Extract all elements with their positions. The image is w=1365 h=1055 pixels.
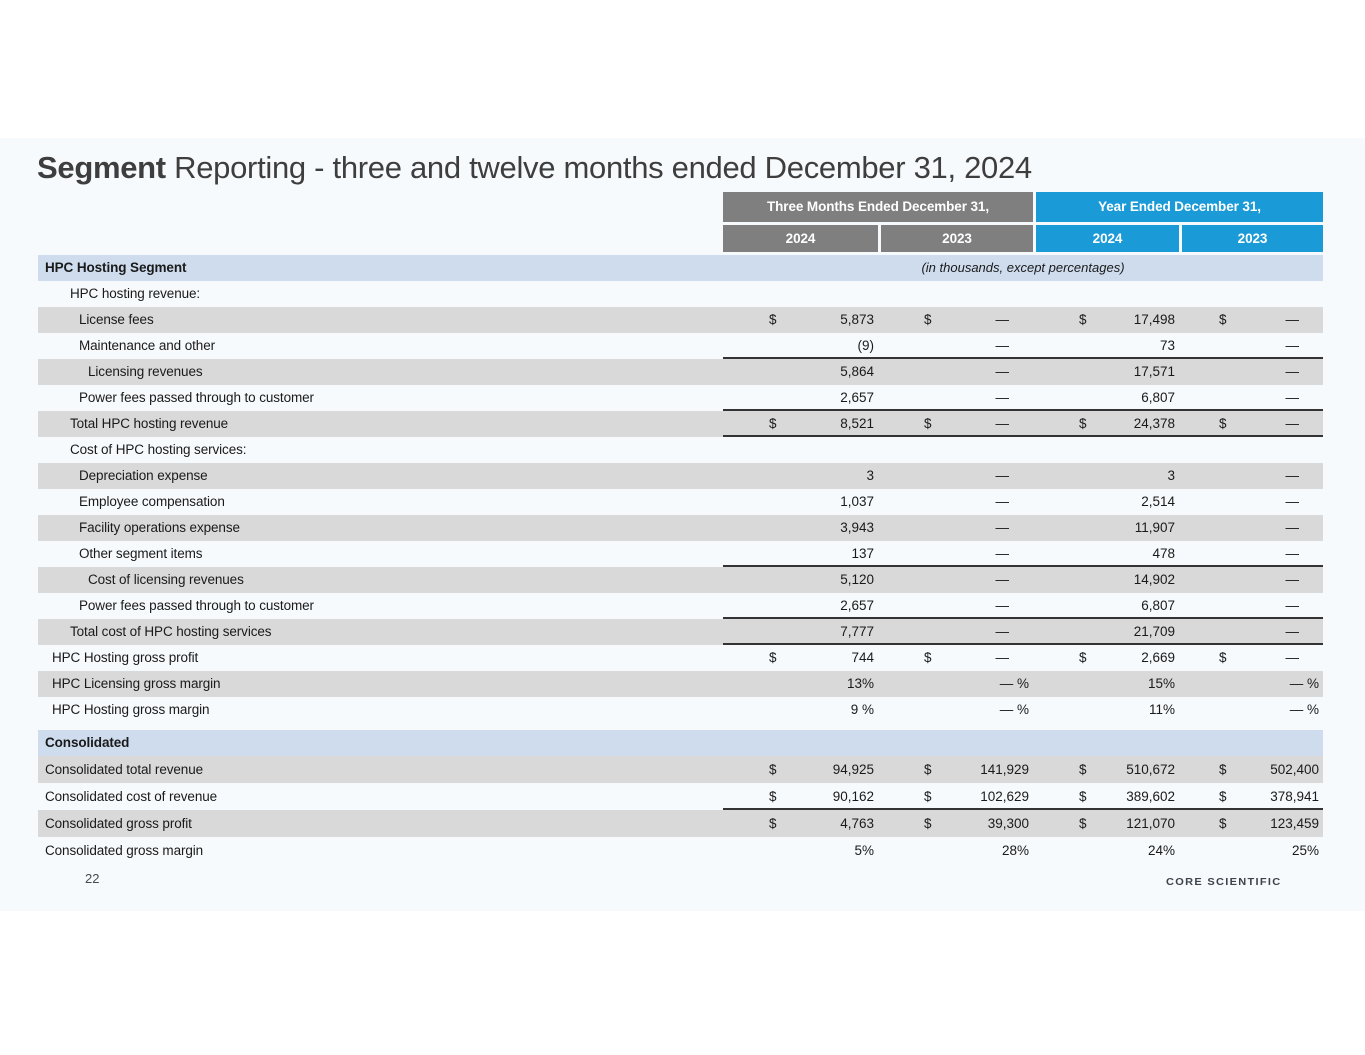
value-cell: [1179, 671, 1323, 697]
cell-value: 3: [1167, 468, 1175, 483]
cell-value: 2,514: [1141, 494, 1175, 509]
cell-value: 141,929: [980, 762, 1029, 777]
value-cell: [723, 671, 878, 697]
cell-value: —: [1285, 572, 1299, 587]
value-cell: [878, 567, 1033, 593]
cell-value: —: [995, 416, 1009, 431]
dollar-sign: $: [1079, 416, 1087, 431]
cell-value: 2,657: [840, 598, 874, 613]
cell-value: 90,162: [832, 789, 874, 804]
cell-value: 5,873: [840, 312, 874, 327]
cell-value: — %: [999, 702, 1029, 717]
row-values: [723, 489, 1323, 515]
cell-value: 94,925: [832, 762, 874, 777]
dollar-sign: $: [1219, 816, 1227, 831]
cell-value: 15%: [1147, 676, 1175, 691]
row-label: Consolidated gross margin: [45, 843, 204, 858]
row-label: Consolidated total revenue: [45, 762, 204, 777]
value-cell: [878, 837, 1033, 864]
cell-value: 28%: [1001, 843, 1029, 858]
col-year-2024-q: 2024: [723, 225, 878, 252]
value-cell: [1179, 307, 1323, 333]
value-cell: [723, 756, 878, 783]
value-cell: [1033, 541, 1179, 567]
table-row: [38, 463, 1323, 489]
row-label: Consolidated: [45, 735, 130, 750]
row-values: [723, 333, 1323, 359]
cell-value: 24%: [1147, 843, 1175, 858]
cell-value: 5,864: [840, 364, 874, 379]
dollar-sign: $: [1219, 762, 1227, 777]
cell-value: —: [995, 468, 1009, 483]
row-values: [723, 645, 1323, 671]
cell-value: 25%: [1291, 843, 1319, 858]
cell-value: 7,777: [840, 624, 874, 639]
table-row: [38, 255, 1323, 281]
table-row: [38, 411, 1323, 437]
value-cell: [878, 697, 1033, 723]
cell-value: —: [995, 598, 1009, 613]
row-values: [723, 593, 1323, 619]
value-cell: [878, 411, 1033, 437]
value-cell: [878, 810, 1033, 837]
cell-value: 39,300: [987, 816, 1029, 831]
row-values: [723, 541, 1323, 567]
row-values: [723, 281, 1323, 307]
column-group-header-row: [723, 192, 1323, 222]
dollar-sign: $: [1219, 312, 1227, 327]
cell-value: —: [1285, 468, 1299, 483]
row-label: HPC Licensing gross margin: [52, 676, 221, 691]
cell-value: 4,763: [840, 816, 874, 831]
cell-value: —: [1285, 390, 1299, 405]
value-cell: [1033, 783, 1179, 810]
cell-value: (9): [857, 338, 874, 353]
table-row: [38, 541, 1323, 567]
value-cell: [878, 593, 1033, 619]
col-year-2024-fy: 2024: [1036, 225, 1179, 252]
row-values: [723, 463, 1323, 489]
value-cell: [723, 567, 878, 593]
row-values: [723, 359, 1323, 385]
value-cell: [1179, 333, 1323, 359]
cell-value: 2,669: [1141, 650, 1175, 665]
value-cell: [1033, 385, 1179, 411]
value-cell: [723, 619, 878, 645]
row-label: Consolidated cost of revenue: [45, 789, 218, 804]
table-row: [38, 489, 1323, 515]
cell-value: 102,629: [980, 789, 1029, 804]
value-cell: [723, 697, 878, 723]
value-cell: [723, 515, 878, 541]
cell-value: 502,400: [1270, 762, 1319, 777]
col-group-three-months: Three Months Ended December 31,: [723, 192, 1033, 222]
cell-value: 3,943: [840, 520, 874, 535]
row-label: HPC Hosting Segment: [45, 260, 187, 275]
value-cell: [878, 671, 1033, 697]
table-row: [38, 837, 1323, 864]
row-label: HPC Hosting gross profit: [52, 650, 199, 665]
row-values: [723, 515, 1323, 541]
value-cell: [878, 645, 1033, 671]
value-cell: [1033, 810, 1179, 837]
dollar-sign: $: [769, 789, 777, 804]
dollar-sign: $: [1079, 312, 1087, 327]
cell-value: —: [1285, 364, 1299, 379]
cell-value: —: [995, 572, 1009, 587]
cell-value: 17,498: [1133, 312, 1175, 327]
table-row: [38, 697, 1323, 723]
cell-value: —: [995, 624, 1009, 639]
table-row: [38, 333, 1323, 359]
row-values: [723, 671, 1323, 697]
value-cell: [1179, 463, 1323, 489]
dollar-sign: $: [924, 650, 932, 665]
row-label: Total HPC hosting revenue: [70, 416, 229, 431]
value-cell: [878, 333, 1033, 359]
value-cell: [1179, 541, 1323, 567]
table-header: [723, 192, 1323, 252]
cell-value: —: [1285, 598, 1299, 613]
value-cell: [878, 463, 1033, 489]
cell-value: —: [995, 520, 1009, 535]
row-label: Licensing revenues: [88, 364, 203, 379]
value-cell: [878, 385, 1033, 411]
row-label: Depreciation expense: [79, 468, 208, 483]
row-values: [723, 837, 1323, 864]
row-values: [723, 619, 1323, 645]
row-values: [723, 437, 1323, 463]
value-cell: [1033, 593, 1179, 619]
value-cell: [1179, 619, 1323, 645]
table-row: [38, 593, 1323, 619]
cell-value: 123,459: [1270, 816, 1319, 831]
units-note: (in thousands, except percentages): [921, 260, 1125, 275]
col-year-2023-fy: 2023: [1182, 225, 1323, 252]
cell-value: 744: [851, 650, 874, 665]
table-row: [38, 437, 1323, 463]
cell-value: 13%: [846, 676, 874, 691]
value-cell: [1033, 567, 1179, 593]
cell-value: 2,657: [840, 390, 874, 405]
dollar-sign: $: [769, 416, 777, 431]
cell-value: —: [1285, 520, 1299, 535]
page-number: 22: [85, 871, 100, 886]
cell-value: 11%: [1148, 702, 1175, 717]
value-cell: [723, 411, 878, 437]
dollar-sign: $: [1079, 650, 1087, 665]
row-label: Power fees passed through to customer: [79, 390, 314, 405]
value-cell: [723, 645, 878, 671]
row-label: Other segment items: [79, 546, 203, 561]
row-values: [723, 697, 1323, 723]
value-cell: [1033, 463, 1179, 489]
table-row: [38, 645, 1323, 671]
cell-value: — %: [999, 676, 1029, 691]
row-values: [723, 810, 1323, 837]
cell-value: —: [1285, 416, 1299, 431]
value-cell: [1033, 333, 1179, 359]
value-cell: [1033, 359, 1179, 385]
cell-value: —: [1285, 494, 1299, 509]
value-cell: [1033, 489, 1179, 515]
cell-value: —: [1285, 624, 1299, 639]
table-row: [38, 515, 1323, 541]
value-cell: [723, 489, 878, 515]
value-cell: [723, 593, 878, 619]
value-cell: [1179, 697, 1323, 723]
value-cell: [723, 359, 878, 385]
table-row: [38, 783, 1323, 810]
value-cell: [723, 810, 878, 837]
row-label: HPC hosting revenue:: [70, 286, 201, 301]
cell-value: 17,571: [1133, 364, 1175, 379]
value-cell: [878, 359, 1033, 385]
cell-value: 1,037: [840, 494, 874, 509]
value-cell: [878, 783, 1033, 810]
row-label: Cost of HPC hosting services:: [70, 442, 247, 457]
cell-value: 5%: [854, 843, 874, 858]
dollar-sign: $: [769, 816, 777, 831]
dollar-sign: $: [769, 762, 777, 777]
dollar-sign: $: [1079, 762, 1087, 777]
value-cell: [878, 541, 1033, 567]
row-values: [723, 307, 1323, 333]
slide-title-rest: Reporting - three and twelve months ended December 31, 2024: [165, 150, 1032, 185]
dollar-sign: $: [1079, 789, 1087, 804]
dollar-sign: $: [924, 312, 932, 327]
table-rows: [38, 255, 1323, 864]
cell-value: 21,709: [1133, 624, 1175, 639]
value-cell: [878, 489, 1033, 515]
row-label: License fees: [79, 312, 154, 327]
value-cell: [1179, 810, 1323, 837]
dollar-sign: $: [924, 816, 932, 831]
row-label: Maintenance and other: [79, 338, 215, 353]
segment-reporting-table: [38, 192, 1323, 864]
cell-value: 11,907: [1134, 520, 1175, 535]
value-cell: [723, 333, 878, 359]
cell-value: —: [1285, 312, 1299, 327]
cell-value: 9 %: [850, 702, 874, 717]
table-row: [38, 671, 1323, 697]
dollar-sign: $: [769, 312, 777, 327]
value-cell: [1033, 619, 1179, 645]
slide-title-bold: Segment: [37, 150, 166, 185]
cell-value: —: [995, 338, 1009, 353]
dollar-sign: $: [924, 416, 932, 431]
value-cell: [723, 385, 878, 411]
cell-value: — %: [1289, 676, 1319, 691]
dollar-sign: $: [769, 650, 777, 665]
cell-value: —: [1285, 338, 1299, 353]
cell-value: 6,807: [1141, 598, 1175, 613]
row-values: [723, 411, 1323, 437]
dollar-sign: $: [924, 762, 932, 777]
value-cell: [1179, 385, 1323, 411]
cell-value: — %: [1289, 702, 1319, 717]
cell-value: —: [995, 494, 1009, 509]
value-cell: [878, 619, 1033, 645]
row-label: Power fees passed through to customer: [79, 598, 314, 613]
value-cell: [878, 307, 1033, 333]
cell-value: —: [995, 312, 1009, 327]
value-cell: [1033, 837, 1179, 864]
value-cell: [1033, 645, 1179, 671]
row-label: Consolidated gross profit: [45, 816, 192, 831]
col-group-year-ended: Year Ended December 31,: [1036, 192, 1323, 222]
value-cell: [1179, 783, 1323, 810]
value-cell: [1033, 515, 1179, 541]
col-year-2023-q: 2023: [881, 225, 1033, 252]
cell-value: 378,941: [1270, 789, 1319, 804]
cell-value: 8,521: [840, 416, 874, 431]
value-cell: [1179, 411, 1323, 437]
dollar-sign: $: [1219, 416, 1227, 431]
dollar-sign: $: [1219, 650, 1227, 665]
value-cell: [723, 307, 878, 333]
cell-value: 14,902: [1133, 572, 1175, 587]
value-cell: [723, 783, 878, 810]
value-cell: [878, 515, 1033, 541]
cell-value: —: [1285, 650, 1299, 665]
cell-value: —: [995, 364, 1009, 379]
table-row: [38, 619, 1323, 645]
row-values: [723, 385, 1323, 411]
table-row: [38, 385, 1323, 411]
cell-value: 24,378: [1133, 416, 1175, 431]
cell-value: 510,672: [1126, 762, 1175, 777]
value-cell: [1179, 593, 1323, 619]
value-cell: [1179, 645, 1323, 671]
cell-value: —: [995, 546, 1009, 561]
core-scientific-logo: CORE SCIENTIFIC: [1166, 876, 1282, 888]
table-row: [38, 567, 1323, 593]
value-cell: [1179, 359, 1323, 385]
table-row: [38, 281, 1323, 307]
cell-value: 73: [1159, 338, 1175, 353]
slide-title: [37, 150, 1032, 186]
cell-value: 389,602: [1126, 789, 1175, 804]
value-cell: [1033, 697, 1179, 723]
row-gap: [38, 723, 1323, 730]
row-values: [723, 255, 1323, 281]
cell-value: 5,120: [840, 572, 874, 587]
cell-value: 6,807: [1141, 390, 1175, 405]
row-label: HPC Hosting gross margin: [52, 702, 210, 717]
cell-value: —: [1285, 546, 1299, 561]
table-row: [38, 307, 1323, 333]
value-cell: [723, 463, 878, 489]
cell-value: 478: [1152, 546, 1175, 561]
row-values: [723, 730, 1323, 756]
cell-value: 121,070: [1126, 816, 1175, 831]
cell-value: —: [995, 650, 1009, 665]
dollar-sign: $: [924, 789, 932, 804]
value-cell: [723, 837, 878, 864]
value-cell: [723, 541, 878, 567]
dollar-sign: $: [1219, 789, 1227, 804]
value-cell: [1033, 307, 1179, 333]
table-row: [38, 810, 1323, 837]
value-cell: [1033, 411, 1179, 437]
value-cell: [1179, 567, 1323, 593]
value-cell: [1179, 515, 1323, 541]
row-values: [723, 567, 1323, 593]
table-row: [38, 730, 1323, 756]
row-values: [723, 756, 1323, 783]
table-row: [38, 756, 1323, 783]
row-label: Facility operations expense: [79, 520, 240, 535]
value-cell: [1033, 756, 1179, 783]
cell-value: —: [995, 390, 1009, 405]
year-header-row: [723, 225, 1323, 252]
value-cell: [878, 756, 1033, 783]
cell-value: 3: [866, 468, 874, 483]
value-cell: [1033, 671, 1179, 697]
row-label: Cost of licensing revenues: [88, 572, 244, 587]
row-values: [723, 783, 1323, 810]
cell-value: 137: [851, 546, 874, 561]
dollar-sign: $: [1079, 816, 1087, 831]
row-label: Total cost of HPC hosting services: [70, 624, 272, 639]
value-cell: [1179, 756, 1323, 783]
row-label: Employee compensation: [79, 494, 225, 509]
table-row: [38, 359, 1323, 385]
value-cell: [1179, 837, 1323, 864]
value-cell: [1179, 489, 1323, 515]
